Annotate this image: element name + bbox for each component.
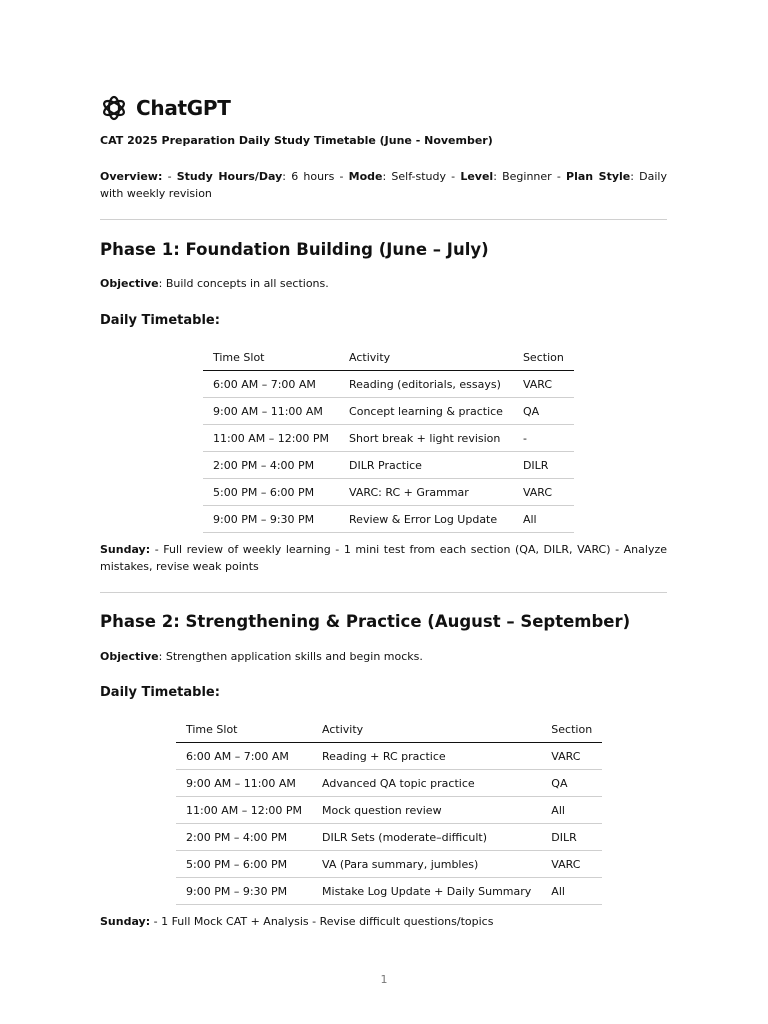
- mode-label: Mode: [348, 170, 383, 183]
- cell-time: 2:00 PM – 4:00 PM: [176, 824, 312, 851]
- table-header-row: [203, 344, 574, 371]
- level-value: : Beginner -: [493, 170, 567, 183]
- table-row: [176, 770, 602, 797]
- sunday-label: Sunday:: [100, 543, 151, 556]
- hours-label: Study Hours/Day: [176, 170, 283, 183]
- column-header: Activity: [339, 344, 513, 371]
- cell-activity: Reading (editorials, essays): [339, 371, 513, 398]
- table-row: [176, 878, 602, 905]
- sunday-label: Sunday:: [100, 915, 151, 928]
- table-row: [203, 452, 574, 479]
- cell-time: 11:00 AM – 12:00 PM: [203, 425, 339, 452]
- cell-time: 9:00 AM – 11:00 AM: [176, 770, 312, 797]
- cell-time: 5:00 PM – 6:00 PM: [203, 479, 339, 506]
- column-header: Section: [541, 716, 602, 743]
- cell-time: 9:00 PM – 9:30 PM: [203, 506, 339, 533]
- cell-section: VARC: [513, 371, 574, 398]
- table-header-row: [176, 716, 602, 743]
- cell-activity: Concept learning & practice: [339, 398, 513, 425]
- overview-label: Overview:: [100, 170, 163, 183]
- cell-activity: Mistake Log Update + Daily Summary: [312, 878, 541, 905]
- phase-2-timetable-heading: Daily Timetable:: [100, 685, 220, 700]
- objective-label: Objective: [100, 277, 159, 290]
- cell-section: All: [541, 797, 602, 824]
- cell-time: 9:00 PM – 9:30 PM: [176, 878, 312, 905]
- column-header: Time Slot: [176, 716, 312, 743]
- cell-activity: DILR Practice: [339, 452, 513, 479]
- phase-1-heading: Phase 1: Foundation Building (June – July): [100, 240, 489, 259]
- openai-logo-icon: [100, 94, 128, 122]
- cell-activity: VARC: RC + Grammar: [339, 479, 513, 506]
- mode-value: : Self-study -: [382, 170, 461, 183]
- phase-2-sunday-note: [100, 913, 667, 930]
- phase-2-timetable: [176, 716, 602, 905]
- cell-section: VARC: [541, 743, 602, 770]
- objective-text: : Strengthen application skills and begin mocks.: [158, 650, 423, 663]
- sunday-text: - Full review of weekly learning - 1 mini test from each section (QA, DILR, VARC) - Analyze mistakes, revise weak points: [100, 543, 667, 573]
- column-header: Activity: [312, 716, 541, 743]
- cell-activity: Review & Error Log Update: [339, 506, 513, 533]
- objective-text: : Build concepts in all sections.: [158, 277, 329, 290]
- objective-label: Objective: [100, 650, 159, 663]
- plan-style-label: Plan Style: [566, 170, 631, 183]
- phase-2-heading: Phase 2: Strengthening & Practice (August – September): [100, 612, 631, 631]
- cell-section: QA: [541, 770, 602, 797]
- table-row: [203, 506, 574, 533]
- phase-1-sunday-note: [100, 541, 667, 575]
- cell-activity: DILR Sets (moderate–difficult): [312, 824, 541, 851]
- phase-1-timetable: [203, 344, 574, 533]
- hours-value: : 6 hours -: [282, 170, 349, 183]
- table-row: [203, 398, 574, 425]
- brand-name: ChatGPT: [136, 96, 231, 120]
- divider: [100, 592, 667, 593]
- document-title: CAT 2025 Preparation Daily Study Timetable (June - November): [100, 134, 493, 147]
- cell-activity: Advanced QA topic practice: [312, 770, 541, 797]
- level-label: Level: [460, 170, 494, 183]
- cell-activity: VA (Para summary, jumbles): [312, 851, 541, 878]
- plan-style-value: : Daily with weekly revision: [100, 170, 667, 200]
- cell-section: All: [541, 878, 602, 905]
- cell-section: All: [513, 506, 574, 533]
- cell-time: 2:00 PM – 4:00 PM: [203, 452, 339, 479]
- cell-section: DILR: [541, 824, 602, 851]
- divider: [100, 219, 667, 220]
- cell-time: 5:00 PM – 6:00 PM: [176, 851, 312, 878]
- table-row: [203, 371, 574, 398]
- column-header: Time Slot: [203, 344, 339, 371]
- overview-paragraph: [100, 168, 667, 202]
- overview-sep: -: [162, 170, 177, 183]
- cell-section: DILR: [513, 452, 574, 479]
- phase-2-objective: [100, 650, 423, 663]
- page-number: 1: [380, 973, 388, 986]
- cell-section: -: [513, 425, 574, 452]
- table-row: [203, 425, 574, 452]
- table-row: [203, 479, 574, 506]
- cell-time: 9:00 AM – 11:00 AM: [203, 398, 339, 425]
- cell-time: 6:00 AM – 7:00 AM: [203, 371, 339, 398]
- cell-section: QA: [513, 398, 574, 425]
- table-row: [176, 824, 602, 851]
- sunday-text: - 1 Full Mock CAT + Analysis - Revise difficult questions/topics: [150, 915, 494, 928]
- table-row: [176, 797, 602, 824]
- table-row: [176, 743, 602, 770]
- column-header: Section: [513, 344, 574, 371]
- cell-time: 6:00 AM – 7:00 AM: [176, 743, 312, 770]
- cell-time: 11:00 AM – 12:00 PM: [176, 797, 312, 824]
- cell-section: VARC: [513, 479, 574, 506]
- cell-activity: Reading + RC practice: [312, 743, 541, 770]
- phase-1-objective: [100, 277, 329, 290]
- cell-activity: Short break + light revision: [339, 425, 513, 452]
- cell-activity: Mock question review: [312, 797, 541, 824]
- phase-1-timetable-heading: Daily Timetable:: [100, 313, 220, 328]
- brand-logo: [100, 94, 231, 122]
- table-row: [176, 851, 602, 878]
- cell-section: VARC: [541, 851, 602, 878]
